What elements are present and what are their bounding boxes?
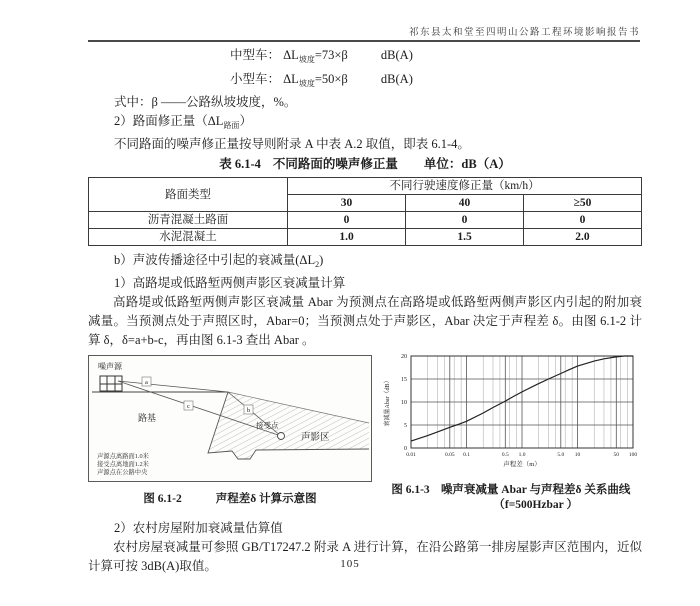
heading-section-b [88,251,642,274]
path-a-letter: a [145,379,148,386]
svg-text:15: 15 [401,377,407,383]
table-header-speed-group: 不同行驶速度修正量（km/h） [288,178,642,195]
svg-text:5: 5 [404,423,407,429]
para-rural-houses: 农村房屋衰减量可参照 GB/T17247.2 附录 A 进行计算，在沿公路第一排房屋影声区范围内，近似计算可按 3dB(A)取值。 [88,540,642,573]
page-content [88,46,642,576]
figure-6-1-2 [88,355,372,507]
svg-text:0.5: 0.5 [501,452,509,458]
formula-small-unit: dB(A) [380,71,413,86]
path-c-letter: c [187,403,190,410]
table-cell: 1.5 [406,229,524,246]
noise-source-label: 噪声源 [98,362,122,371]
svg-text:0.01: 0.01 [406,452,416,458]
path-a-tag [142,377,151,386]
formula-small-sub: 坡度 [298,78,315,88]
table-caption [88,155,642,174]
figure-6-1-2-caption [88,492,372,507]
figure-6-1-2-caption-label: 图 6.1-2 [143,493,182,505]
svg-text:100: 100 [628,452,638,458]
figure-6-1-3-caption-label: 图 6.1-3 [391,484,430,496]
path-b-tag [244,405,253,414]
table-caption-title: 不同路面的噪声修正量 [272,157,398,171]
path-c-tag [184,401,193,410]
figure-6-1-2-caption-text: 声程差δ 计算示意图 [215,493,317,505]
svg-text:1.0: 1.0 [518,452,526,458]
formula-medium-expr: =73×β [314,48,348,62]
figure-6-1-3 [381,351,642,513]
formula-medium-sub: 坡度 [298,55,315,64]
heading-pavement-sub: 路面 [223,121,240,130]
diagram-note-3: 声源点在公路中央 [97,469,148,476]
heading-pavement-pre: 2）路面修正量（ΔL [114,114,224,128]
figure-6-1-3-caption-text: 噪声衰减量 Abar 与声程差δ 关系曲线（f=500Hzbar ） [440,484,631,511]
table-cell-cement-type: 水泥混凝土 [89,229,288,246]
path-b-letter: b [246,407,251,414]
formula-medium-car [88,46,642,70]
formula-where-line: 式中：β ——公路纵坡坡度，%。 [114,95,297,109]
chart-ylabel: 衰减量Abar（dB） [385,377,391,427]
svg-text:5.0: 5.0 [557,452,565,458]
page-number: 105 [340,558,360,570]
table-header-row-1 [89,178,642,195]
table-caption-unit: 单位：dB（A） [423,157,511,171]
table-cell-asphalt-type: 沥青混凝土路面 [89,212,288,229]
table-cell: 0 [523,212,641,229]
table-caption-label: 表 6.1-4 [219,157,261,171]
heading-item-1: 1）高路堤或低路堑两侧声影区衰减量计算 [114,276,346,290]
formula-small-car [88,70,642,94]
formula-medium-var: ΔL [283,48,299,62]
table-header-speed-30: 30 [288,195,406,212]
diagram-note-2: 接受点离地面1.2米 [97,461,149,468]
path-difference-diagram [88,355,372,482]
heading-b-sub: 2 [315,260,320,269]
diagram-note-1: 声源点离路面1.0米 [97,453,149,460]
heading-b-pre: b）声波传播途径中引起的衰减量(ΔL [114,253,316,267]
attenuation-chart [381,351,642,473]
shadow-zone-label: 声影区 [301,433,330,443]
heading-pavement-post: ） [239,114,252,128]
svg-text:0.1: 0.1 [463,452,470,458]
formula-small-label: 小型车： [230,71,281,86]
roadbed-label: 路基 [138,413,157,423]
table-cell: 1.0 [288,229,406,246]
svg-text:0.05: 0.05 [444,452,455,458]
svg-text:10: 10 [574,452,581,458]
table-header-speed-40: 40 [406,195,524,212]
chart-xlabel: 声程差（m） [503,461,541,468]
formula-medium-label: 中型车： [230,48,281,62]
diagram-notes [97,451,150,476]
formula-medium-unit: dB(A) [380,48,413,62]
figure-6-1-3-caption [381,483,642,513]
noise-correction-table [88,177,642,246]
table-cell: 2.0 [523,229,641,246]
noise-correction-table-body [89,178,642,246]
para-pavement: 不同路面的噪声修正量按导则附录 A 中表 A.2 取值，即表 6.1-4。 [114,137,470,151]
document-header-title: 祁东县太和堂至四明山公路工程环境影响报告书 [408,28,640,38]
formula-small-expr: =50×β [314,71,348,86]
svg-text:20: 20 [401,354,407,360]
heading-item-2: 2）农村房屋附加衰减量估算值 [114,521,283,535]
table-row-asphalt [89,212,642,229]
svg-text:0: 0 [404,446,407,452]
heading-pavement-correction [88,112,642,135]
table-row-cement [89,229,642,246]
receiver-label: 接受点 [256,421,279,430]
table-header-speed-50: ≥50 [523,195,641,212]
heading-b-post: ) [319,253,324,267]
table-cell: 0 [288,212,406,229]
svg-text:10: 10 [401,400,407,406]
figures-row [88,355,642,513]
table-cell: 0 [406,212,524,229]
formula-small-var: ΔL [283,71,299,86]
svg-text:50: 50 [613,452,620,458]
header-divider [88,40,640,42]
table-header-road-type: 路面类型 [89,178,288,212]
receiver-point-icon [278,433,285,440]
para-abar-description: 高路堤或低路堑两侧声影区衰减量 Abar 为预测点在高路堤或低路堑两侧声影区内引起的附加衰减量。当预测点处于声照区时，Abar=0；当预测点处于声影区，Abar 决定于声程差 δ。由图 6.1-2 计算 δ，δ=a+b-c，再由图 6.1-3 查出 Abar 。 [88,295,642,347]
